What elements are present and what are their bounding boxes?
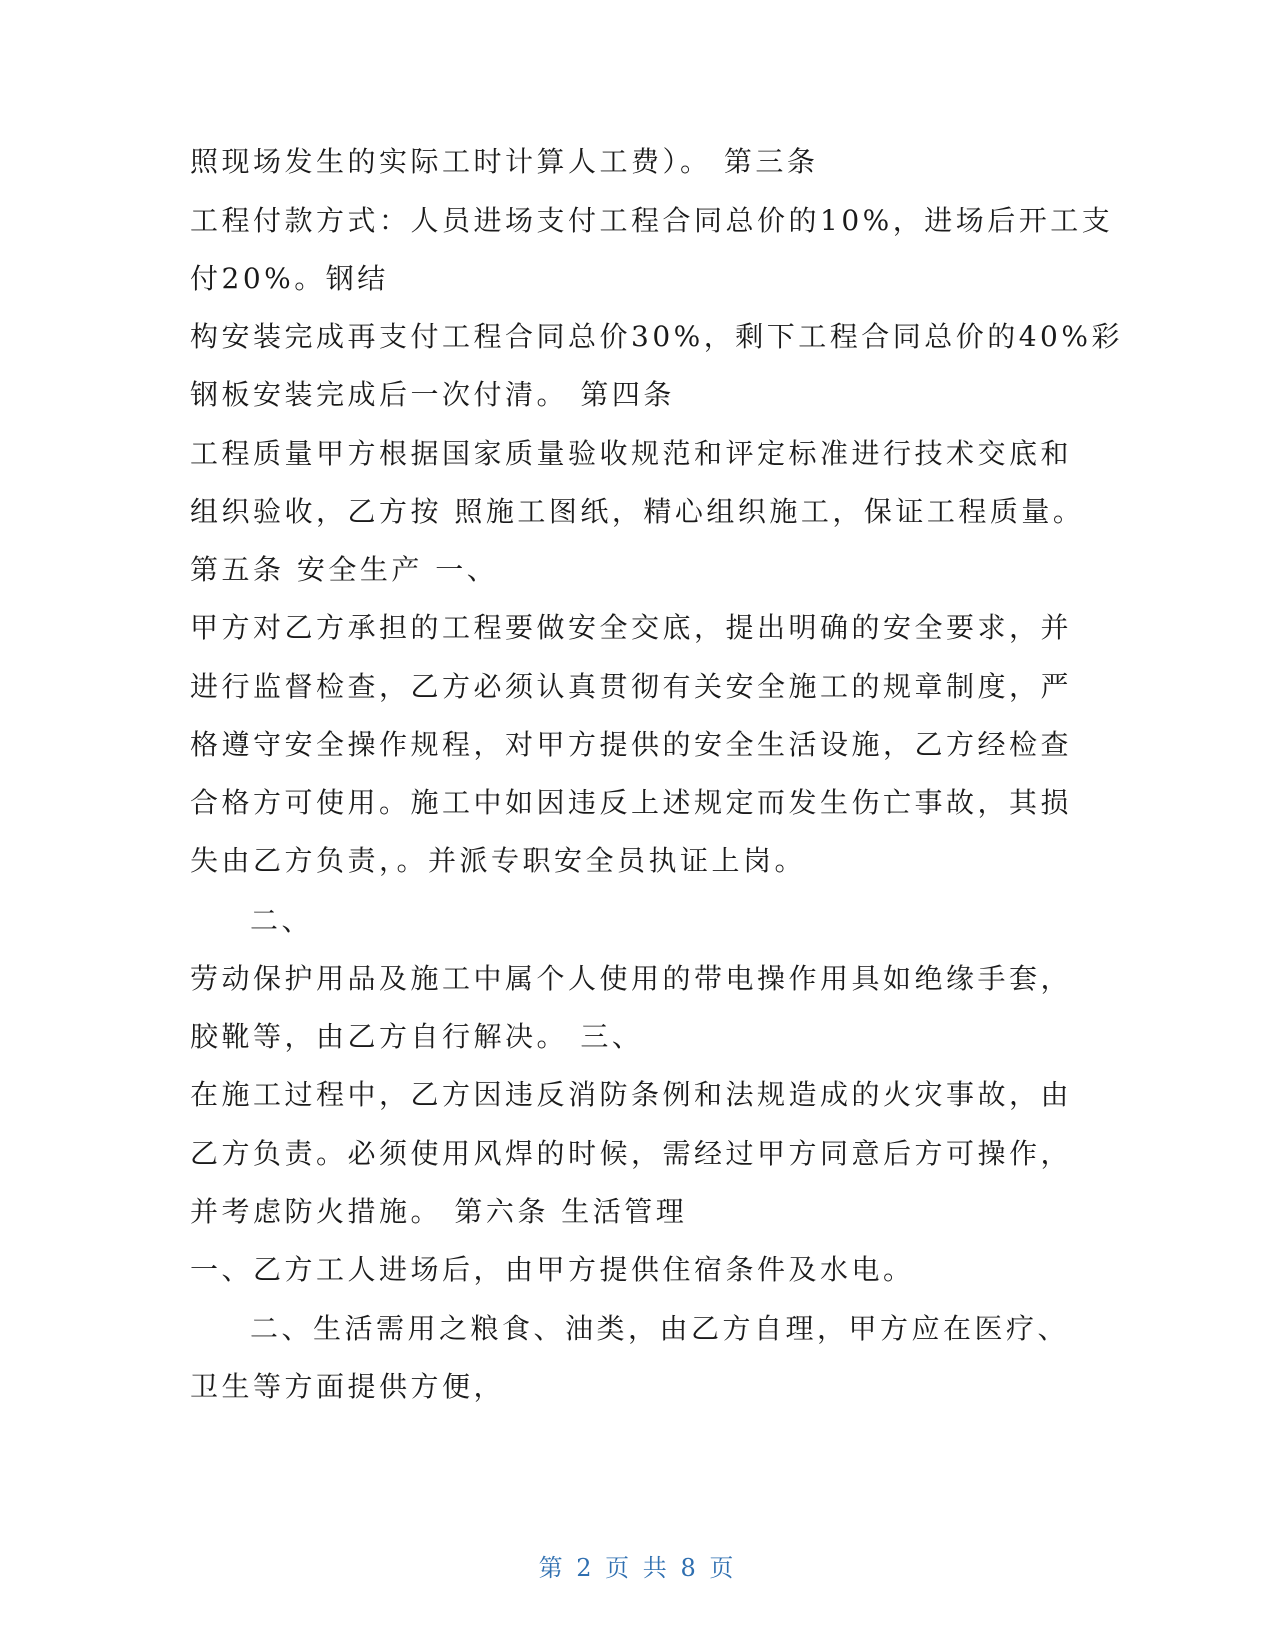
- text-line: 工程质量甲方根据国家质量验收规范和评定标准进行技术交底和: [190, 437, 1073, 470]
- text-line: 付20%。钢结: [190, 262, 389, 295]
- text-line: 组织验收，乙方按 照施工图纸，精心组织施工，保证工程质量。: [190, 495, 1085, 528]
- text-line: 劳动保护用品及施工中属个人使用的带电操作用具如绝缘手套，: [190, 962, 1073, 995]
- list-marker: 二、: [250, 904, 314, 937]
- section-heading: 第五条 安全生产 一、: [190, 553, 499, 586]
- text-line: 卫生等方面提供方便，: [190, 1370, 506, 1403]
- text-line: 胶靴等，由乙方自行解决。 三、: [190, 1020, 644, 1053]
- text-line: 照现场发生的实际工时计算人工费）。 第三条: [190, 145, 819, 178]
- text-line: 构安装完成再支付工程合同总价30%，剩下工程合同总价的40%彩: [190, 320, 1123, 353]
- text-line: 格遵守安全操作规程，对甲方提供的安全生活设施，乙方经检查: [190, 728, 1073, 761]
- page-number: 第 2 页 共 8 页: [538, 1554, 737, 1582]
- text-line: 二、生活需用之粮食、油类，由乙方自理，甲方应在医疗、: [250, 1312, 1070, 1345]
- text-line: 失由乙方负责，。并派专职安全员执证上岗。: [190, 844, 807, 877]
- text-line: 钢板安装完成后一次付清。 第四条: [190, 378, 675, 411]
- text-line: 一、乙方工人进场后，由甲方提供住宿条件及水电。: [190, 1253, 915, 1286]
- text-line: 合格方可使用。施工中如因违反上述规定而发生伤亡事故，其损: [190, 786, 1073, 819]
- text-line: 工程付款方式：人员进场支付工程合同总价的10%，进场后开工支: [190, 204, 1114, 237]
- text-line: 甲方对乙方承担的工程要做安全交底，提出明确的安全要求，并: [190, 611, 1073, 644]
- text-line: 进行监督检查，乙方必须认真贯彻有关安全施工的规章制度，严: [190, 670, 1073, 703]
- text-line: 并考虑防火措施。 第六条 生活管理: [190, 1195, 688, 1228]
- text-line: 在施工过程中，乙方因违反消防条例和法规造成的火灾事故，由: [190, 1078, 1073, 1111]
- text-line: 乙方负责。必须使用风焊的时候，需经过甲方同意后方可操作，: [190, 1137, 1073, 1170]
